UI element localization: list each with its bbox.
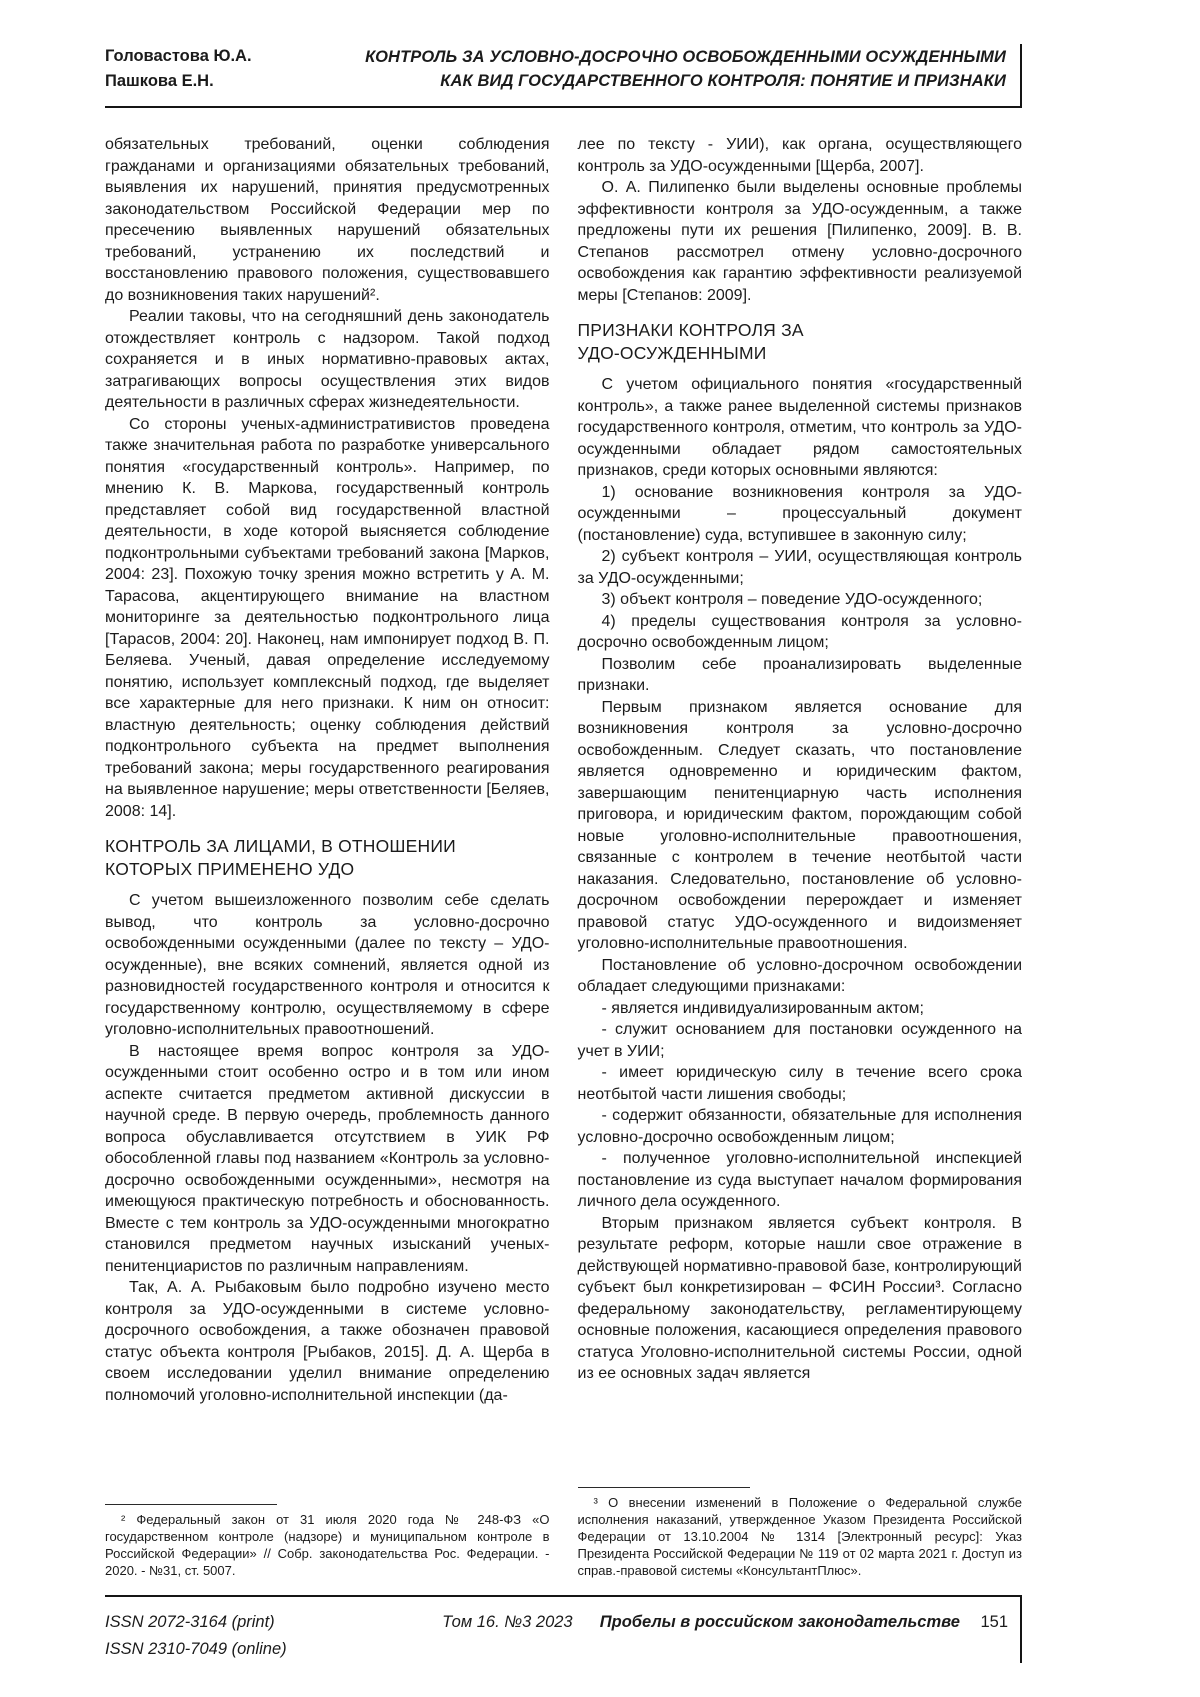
section-heading-control-over-persons	[105, 835, 550, 881]
paragraph: О. А. Пилипенко были выделены основные проблемы эффективности контроля за УДО-осужденным, а также предложены пути их решения [Пилипенко, 2009]. В. В. Степанов рассмотрел отмену условно-досрочного освобождения как гарантию эффективности реализуемой меры [Степанов: 2009].	[577, 179, 1022, 304]
paragraph: С учетом официального понятия «государственный контроль», а также ранее выделенной системы признаков государственного контроля, отметим, что контроль за УДО-осужденными обладает рядом самостоятельных признаков, среди которых основными являются:	[577, 376, 1022, 479]
numbered-item-3: 3) объект контроля – поведение УДО-осужденного;	[601, 591, 983, 608]
author-name-1: Головастова Ю.А.	[105, 47, 252, 65]
paragraph: В настоящее время вопрос контроля за УДО-осужденными стоит особенно остро и в том или ином аспекте считается предметом активной дискуссии в научной среде. В первую очередь, проблемность данного вопроса обуславливается отсутствием в УИК РФ обособленной главы под названием «Контроль за условно-досрочно освобожденными осужденными», несмотря на имеющуюся практическую потребность и обоснованность. Вместе с тем контроль за УДО-осужденными многократно становился предметом научных изысканий ученых-пенитенциаристов по различным направлениям.	[105, 1042, 550, 1275]
dash-item-2: - служит основанием для постановки осужденного на учет в УИИ;	[577, 1021, 1022, 1060]
paragraph: Так, А. А. Рыбаковым было подробно изучено место контроля за УДО-осужденными в системе условно-досрочного освобождения, а также обозначен правовой статус объекта контроля [Рыбаков, 2015]. Д. А. Щерба в своем исследовании уделил внимание определению полномочий уголовно-исполнительной инспекции (да-	[105, 1279, 550, 1404]
page-footer	[105, 1595, 1022, 1663]
paragraph: Первым признаком является основание для возникновения контроля за условно-досрочно освобожденным. Следует сказать, что постановление является одновременно и юридическим фактом, завершающим пенитенциарную часть исполнения приговора, и юридическим фактом, порождающим собой новые уголовно-исполнительные правоотношения, связанные с контролем в течение неотбытой части наказания. Следовательно, постановление об условно-досрочном освобождении перерождает и изменяет правовой статус УДО-осужденного и видоизменяет уголовно-исполнительные правоотношения.	[577, 698, 1022, 952]
article-body	[105, 134, 1022, 1579]
journal-name: Пробелы в российском законодательстве	[599, 1613, 960, 1631]
issn-print: ISSN 2072-3164 (print)	[105, 1613, 275, 1631]
paragraph: Постановление об условно-досрочном освобождении обладает следующими признаками:	[577, 956, 1022, 995]
section-heading-line-2: УДО-ОСУЖДЕННЫМИ	[577, 343, 767, 363]
right-column	[578, 134, 1023, 1579]
section-heading-signs-of-control	[578, 319, 1023, 365]
section-heading-line-1: КОНТРОЛЬ ЗА ЛИЦАМИ, В ОТНОШЕНИИ	[105, 836, 456, 856]
section-heading-line-2: КОТОРЫХ ПРИМЕНЕНО УДО	[105, 859, 355, 879]
article-title	[365, 44, 1006, 93]
article-title-line-1: КОНТРОЛЬ ЗА УСЛОВНО-ДОСРОЧНО ОСВОБОЖДЕННЫМИ ОСУЖДЕННЫМИ	[365, 48, 1006, 66]
paragraph: Вторым признаком является субъект контроля. В результате реформ, которые нашли свое отражение в действующей нормативно-правовой базе, контролирующий субъект был конкретизирован – ФСИН России³. Согласно федеральному законодательству, регламентирующему основные положения, касающиеся определения правового статуса Уголовно-исполнительной системы России, одной из ее основных задач является	[577, 1214, 1022, 1382]
paragraph: обязательных требований, оценки соблюдения гражданами и организациями обязательных требований, выявления их нарушений, принятия предусмотренных законодательством Российской Федерации мер по пресечению выявленных нарушений обязательных требований, устранению их последствий и восстановлению правового положения, существовавшего до возникновения таких нарушений².	[105, 136, 550, 304]
section-heading-line-1: ПРИЗНАКИ КОНТРОЛЯ ЗА	[577, 320, 804, 340]
dash-item-5: - полученное уголовно-исполнительной инспекцией постановление из суда выступает началом формирования личного дела осужденного.	[577, 1150, 1022, 1210]
footnote-2: ² Федеральный закон от 31 июля 2020 года № 248-ФЗ «О государственном контроле (надзоре) и муниципальном контроле в Российской Федерации» // Собр. законодательства Рос. Федерации. - 2020. - №31, ст. 5007.	[105, 1512, 550, 1578]
footnote-block-right	[578, 1475, 1023, 1579]
page-number: 151	[980, 1613, 1008, 1631]
footnote-separator	[105, 1504, 277, 1505]
page-header	[105, 44, 1022, 108]
paragraph: Позволим себе проанализировать выделенные признаки.	[577, 655, 1022, 694]
footnote-separator	[578, 1487, 750, 1488]
left-column	[105, 134, 550, 1579]
dash-item-3: - имеет юридическую силу в течение всего срока неотбытой части лишения свободы;	[577, 1064, 1022, 1103]
paragraph: Реалии таковы, что на сегодняшний день законодатель отождествляет контроль с надзором. Такой подход сохраняется и в иных нормативно-правовых актах, затрагивающих вопросы осуществления этих видов деятельности в различных сферах жизнедеятельности.	[105, 308, 550, 411]
issn-block	[105, 1609, 415, 1663]
article-title-line-2: КАК ВИД ГОСУДАРСТВЕННОГО КОНТРОЛЯ: ПОНЯТИЕ И ПРИЗНАКИ	[440, 72, 1006, 90]
footnote-3: ³ О внесении изменений в Положение о Федеральной службе исполнения наказаний, утвержденное Указом Президента Российской Федерации от 13.10.2004 № 1314 [Электронный ресурс]: Указ Президента Российской Федерации № 119 от 02 марта 2021 г. Доступ из справ.-правовой системы «КонсультантПлюс».	[577, 1495, 1022, 1578]
author-name-2: Пашкова Е.Н.	[105, 72, 214, 90]
dash-item-4: - содержит обязанности, обязательные для исполнения условно-досрочно освобожденным лицом;	[577, 1107, 1022, 1146]
footnote-block-left	[105, 1492, 550, 1579]
paragraph: Со стороны ученых-административистов проведена также значительная работа по разработке универсального понятия «государственный контроль». Например, по мнению К. В. Маркова, государственный контроль представляет собой вид государственной властной деятельности, в ходе которой выясняется соблюдение подконтрольными субъектами требований закона [Марков, 2004: 23]. Похожую точку зрения можно встретить у А. М. Тарасова, акцентирующего внимание на властном мониторинге за деятельностью подконтрольного лица [Тарасов, 2004: 20]. Наконец, нам импонирует подход В. П. Беляева. Ученый, давая определение исследуемому понятию, использует комплексный подход, где выделяет все характерные для него признаки. К ним он относит: властную деятельность; оценку соблюдения действий подконтрольного субъекта на предмет выполнения требований закона; меры государственного реагирования на выявленное нарушение; меры ответственности [Беляев, 2008: 14].	[105, 415, 550, 820]
journal-block	[600, 1609, 1008, 1636]
dash-item-1: - является индивидуализированным актом;	[601, 999, 924, 1017]
authors-block	[105, 44, 252, 94]
numbered-item-1: 1) основание возникновения контроля за УДО-осужденными – процессуальный документ (постановление) суда, вступившее в законную силу;	[577, 483, 1022, 544]
volume-info: Том 16. №3 2023	[442, 1613, 573, 1631]
issn-online: ISSN 2310-7049 (online)	[105, 1640, 287, 1658]
numbered-item-4: 4) пределы существования контроля за условно-досрочно освобожденным лицом;	[577, 612, 1022, 651]
paragraph: С учетом вышеизложенного позволим себе сделать вывод, что контроль за условно-досрочно освобожденными осужденными (далее по тексту – УДО-осужденные), вне всяких сомнений, является одной из разновидностей государственного контроля и относится к государственному контролю, осуществляемому в сфере уголовно-исполнительных правоотношений.	[105, 892, 550, 1038]
paragraph: лее по тексту - УИИ), как органа, осуществляющего контроль за УДО-осужденными [Щерба, 2007].	[577, 136, 1022, 175]
numbered-item-2: 2) субъект контроля – УИИ, осуществляющая контроль за УДО-осужденными;	[577, 548, 1022, 587]
